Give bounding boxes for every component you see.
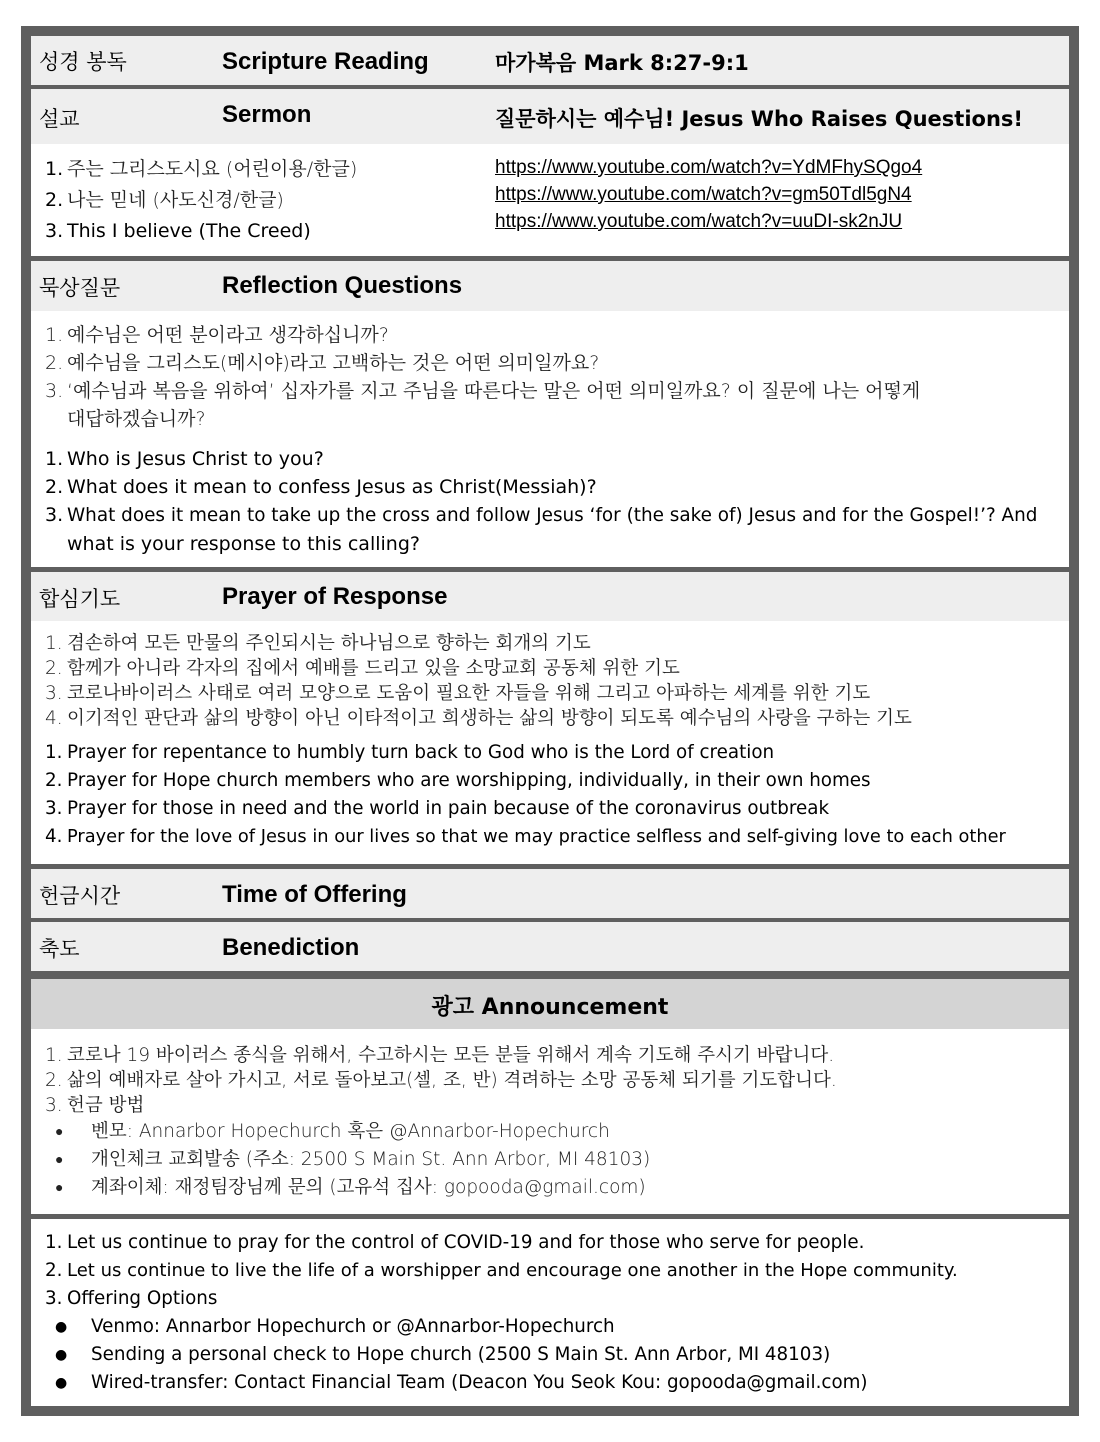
prayer-ko-title: 합심기도 bbox=[39, 587, 121, 611]
list-item: 2. Prayer for Hope church members who are worshipping, individually, in their own homes bbox=[45, 770, 871, 791]
offering-ko-title: 헌금시간 bbox=[39, 884, 121, 908]
announcement-ko-content bbox=[31, 1029, 1069, 1214]
sermon-ko-title: 설교 bbox=[39, 107, 80, 131]
list-item: ● 벤모: Annarbor Hopechurch 혹은 @Annarbor-Hopechurch bbox=[55, 1121, 610, 1142]
list-item: 1. 예수님은 어떤 분이라고 생각하십니까? bbox=[45, 324, 389, 346]
list-item: 3. What does it mean to take up the cross and follow Jesus ‘for (the sake of) Jesus and for the Gospel!’? And what is your response to this calling? bbox=[45, 504, 1038, 555]
list-item: 3. 헌금 방법 bbox=[45, 1095, 145, 1116]
list-item: 3. Offering Options bbox=[45, 1288, 218, 1309]
list-item: 3. ‘예수님과 복음을 위하여’ 십자가를 지고 주님을 따른다는 말은 어떤 의미일까요? 이 질문에 나는 어떻게 대답하겠습니까? bbox=[45, 380, 921, 430]
youtube-link-2[interactable]: https://www.youtube.com/watch?v=gm50Tdl5gN4 bbox=[495, 184, 912, 205]
sermon-song-list bbox=[45, 154, 357, 247]
youtube-link-1[interactable]: https://www.youtube.com/watch?v=YdMFhySQgo4 bbox=[495, 157, 923, 178]
announcement-en-bullets bbox=[45, 1313, 868, 1397]
sermon-links bbox=[495, 154, 922, 235]
scripture-en-title: Scripture Reading bbox=[222, 48, 429, 75]
announcement-header bbox=[31, 979, 1069, 1029]
list-item: 2. 함께가 아니라 각자의 집에서 예배를 드리고 있을 소망교회 공동체 위한 기도 bbox=[45, 658, 680, 679]
bulletin-frame bbox=[21, 26, 1079, 1416]
list-item: 1. 겸손하여 모든 만물의 주인되시는 하나님으로 향하는 회개의 기도 bbox=[45, 633, 591, 654]
list-item: 2. Let us continue to live the life of a worshipper and encourage one another in the Hope community. bbox=[45, 1260, 958, 1281]
list-item: 1. 주는 그리스도시요 (어린이용/한글) bbox=[45, 158, 358, 180]
prayer-header bbox=[31, 572, 1069, 621]
sermon-content bbox=[31, 144, 1069, 256]
reflection-ko-title: 묵상질문 bbox=[39, 276, 121, 300]
list-item: 4. 이기적인 판단과 삶의 방향이 아닌 이타적이고 희생하는 삶의 방향이 되도록 예수님의 사랑을 구하는 기도 bbox=[45, 708, 912, 729]
list-item: ● 계좌이체: 재정팀장님께 문의 (고유석 집사: gopooda@gmail.com) bbox=[55, 1177, 646, 1198]
list-item: 2. 나는 믿네 (사도신경/한글) bbox=[45, 189, 284, 211]
list-item: ● 개인체크 교회발송 (주소: 2500 S Main St. Ann Arbor, MI 48103) bbox=[55, 1149, 651, 1170]
reflection-header bbox=[31, 261, 1069, 311]
sermon-en-title: Sermon bbox=[222, 101, 312, 128]
offering-en-title: Time of Offering bbox=[222, 881, 407, 908]
offering-header bbox=[31, 869, 1069, 918]
list-item: 1. Let us continue to pray for the control of COVID-19 and for those who serve for people. bbox=[45, 1232, 865, 1253]
announcement-title: 광고 Announcement bbox=[431, 995, 669, 1020]
list-item: 3. 코로나바이러스 사태로 여러 모양으로 도움이 필요한 자들을 위해 그리고 아파하는 세계를 위한 기도 bbox=[45, 683, 871, 704]
list-item: ● Wired-transfer: Contact Financial Team (Deacon You Seok Kou: gopooda@gmail.com) bbox=[55, 1372, 868, 1393]
sermon-title: 질문하시는 예수님! Jesus Who Raises Questions! bbox=[495, 107, 1023, 131]
list-item: 3. Prayer for those in need and the world in pain because of the coronavirus outbreak bbox=[45, 798, 830, 819]
prayer-ko-list bbox=[45, 631, 912, 731]
scripture-ko-title: 성경 봉독 bbox=[39, 50, 127, 74]
scripture-reference: 마가복음 Mark 8:27-9:1 bbox=[495, 51, 749, 75]
announcement-ko-bullets bbox=[45, 1118, 650, 1202]
list-item: 4. Prayer for the love of Jesus in our lives so that we may practice selfless and self-giving love to each other bbox=[45, 826, 1006, 847]
scripture-header bbox=[31, 36, 1069, 85]
reflection-ko-list bbox=[45, 321, 920, 433]
sermon-header bbox=[31, 89, 1069, 144]
announcement-en-content bbox=[31, 1219, 1069, 1406]
list-item: 1. Prayer for repentance to humbly turn back to God who is the Lord of creation bbox=[45, 742, 775, 763]
announcement-en-list bbox=[45, 1229, 958, 1313]
announcement-ko-list bbox=[45, 1043, 837, 1118]
prayer-content bbox=[31, 621, 1069, 864]
list-item: 2. 삶의 예배자로 살아 가시고, 서로 돌아보고(셀, 조, 반) 격려하는 소망 공동체 되기를 기도합니다. bbox=[45, 1070, 837, 1091]
reflection-en-list bbox=[45, 445, 1037, 558]
prayer-en-list bbox=[45, 739, 1006, 851]
benediction-ko-title: 축도 bbox=[39, 937, 80, 961]
list-item: 1. Who is Jesus Christ to you? bbox=[45, 448, 324, 470]
prayer-en-title: Prayer of Response bbox=[222, 583, 448, 610]
reflection-en-title: Reflection Questions bbox=[222, 272, 463, 299]
list-item: 2. What does it mean to confess Jesus as Christ(Messiah)? bbox=[45, 476, 597, 498]
benediction-en-title: Benediction bbox=[222, 934, 360, 961]
list-item: 2. 예수님을 그리스도(메시야)라고 고백하는 것은 어떤 의미일까요? bbox=[45, 352, 600, 374]
youtube-link-3[interactable]: https://www.youtube.com/watch?v=uuDI-sk2nJU bbox=[495, 211, 903, 232]
list-item: 1. 코로나 19 바이러스 종식을 위해서, 수고하시는 모든 분들 위해서 계속 기도해 주시기 바랍니다. bbox=[45, 1045, 835, 1066]
benediction-header bbox=[31, 922, 1069, 971]
list-item: ● Sending a personal check to Hope church (2500 S Main St. Ann Arbor, MI 48103) bbox=[55, 1344, 831, 1365]
reflection-content bbox=[31, 311, 1069, 567]
list-item: 3. This I believe (The Creed) bbox=[45, 220, 311, 242]
list-item: ● Venmo: Annarbor Hopechurch or @Annarbor-Hopechurch bbox=[55, 1316, 615, 1337]
